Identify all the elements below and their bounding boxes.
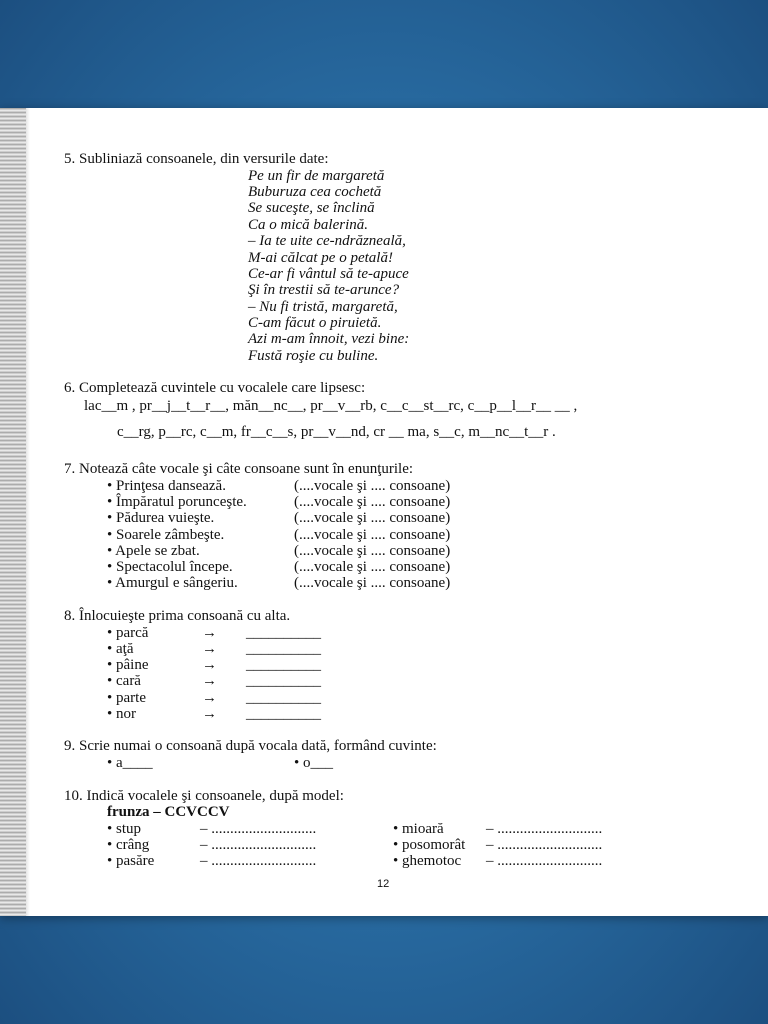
ex7-count-blank: (....vocale şi .... consoane) bbox=[294, 575, 451, 591]
ex8-answer-blank: __________ bbox=[246, 625, 321, 641]
poem-line: – Ia te uite ce-ndrăzneală, bbox=[248, 233, 406, 249]
arrow-icon: → bbox=[202, 690, 217, 706]
ex6-line-2: c__rg, p__rc, c__m, fr__c__s, pr__v__nd, cr __ ma, s__c, m__nc__t__r . bbox=[117, 424, 556, 440]
ex10-answer-blank: – ............................ bbox=[486, 837, 603, 853]
arrow-icon: → bbox=[202, 625, 217, 641]
ex10-word: • mioară bbox=[393, 821, 444, 837]
poem-line: Se suceşte, se înclină bbox=[248, 200, 375, 216]
ex8-answer-blank: __________ bbox=[246, 673, 321, 689]
ex10-answer-blank: – ............................ bbox=[486, 821, 603, 837]
ex7-count-blank: (....vocale şi .... consoane) bbox=[294, 510, 451, 526]
ex8-word: • pâine bbox=[107, 657, 149, 673]
ex7-sentence: • Împăratul porunceşte. bbox=[107, 494, 247, 510]
ex8-title: 8. Înlocuieşte prima consoană cu alta. bbox=[64, 608, 291, 624]
poem-line: Pe un fir de margaretă bbox=[248, 168, 385, 184]
worksheet-page bbox=[0, 108, 768, 916]
ex7-count-blank: (....vocale şi .... consoane) bbox=[294, 559, 451, 575]
ex10-word: • crâng bbox=[107, 837, 150, 853]
ex10-answer-blank: – ............................ bbox=[200, 853, 317, 869]
ex10-answer-blank: – ............................ bbox=[200, 821, 317, 837]
ex7-count-blank: (....vocale şi .... consoane) bbox=[294, 527, 451, 543]
ex7-sentence: • Amurgul e sângeriu. bbox=[107, 575, 238, 591]
ex7-sentence: • Apele se zbat. bbox=[107, 543, 200, 559]
ex7-count-blank: (....vocale şi .... consoane) bbox=[294, 543, 451, 559]
ex5-title: 5. Subliniază consoanele, din versurile date: bbox=[64, 151, 329, 167]
ex8-word: • parte bbox=[107, 690, 146, 706]
ex8-word: • nor bbox=[107, 706, 136, 722]
poem-line: C-am făcut o piruietă. bbox=[248, 315, 382, 331]
ex7-sentence: • Spectacolul începe. bbox=[107, 559, 233, 575]
ex8-answer-blank: __________ bbox=[246, 690, 321, 706]
ex10-title: 10. Indică vocalele şi consoanele, după model: bbox=[64, 788, 344, 804]
poem-line: Azi m-am înnoit, vezi bine: bbox=[248, 331, 410, 347]
ex7-title: 7. Notează câte vocale şi câte consoane sunt în enunţurile: bbox=[64, 461, 414, 477]
poem-line: Ce-ar fi vântul să te-apuce bbox=[248, 266, 409, 282]
arrow-icon: → bbox=[202, 673, 217, 689]
poem-line: – Nu fi tristă, margaretă, bbox=[248, 299, 398, 315]
poem-line: Ca o mică balerină. bbox=[248, 217, 368, 233]
ex8-word: • parcă bbox=[107, 625, 149, 641]
ex6-title: 6. Completează cuvintele cu vocalele care lipsesc: bbox=[64, 380, 366, 396]
ex10-model: frunza – CCVCCV bbox=[107, 804, 230, 820]
ex10-word: • posomorât bbox=[393, 837, 466, 853]
ex7-sentence: • Pădurea vuieşte. bbox=[107, 510, 215, 526]
arrow-icon: → bbox=[202, 641, 217, 657]
ex9-item: • a____ bbox=[107, 755, 153, 771]
poem-line: Şi în trestii să te-arunce? bbox=[248, 282, 400, 298]
ex10-answer-blank: – ............................ bbox=[486, 853, 603, 869]
ex9-title: 9. Scrie numai o consoană după vocala dată, formând cuvinte: bbox=[64, 738, 437, 754]
arrow-icon: → bbox=[202, 657, 217, 673]
poem-line: Fustă roşie cu buline. bbox=[248, 348, 379, 364]
arrow-icon: → bbox=[202, 706, 217, 722]
ex10-answer-blank: – ............................ bbox=[200, 837, 317, 853]
ex6-line-1: lac__m , pr__j__t__r__, măn__nc__, pr__v__rb, c__c__st__rc, c__p__l__r__ __ , bbox=[84, 398, 578, 414]
ex7-sentence: • Prinţesa dansează. bbox=[107, 478, 226, 494]
ex10-word: • ghemotoc bbox=[393, 853, 462, 869]
ex10-word: • stup bbox=[107, 821, 142, 837]
page-number: 12 bbox=[377, 878, 390, 890]
ex8-word: • aţă bbox=[107, 641, 134, 657]
ex7-count-blank: (....vocale şi .... consoane) bbox=[294, 478, 451, 494]
poem-line: M-ai călcat pe o petală! bbox=[248, 250, 393, 266]
ex8-answer-blank: __________ bbox=[246, 641, 321, 657]
poem-line: Buburuza cea cochetă bbox=[248, 184, 382, 200]
ex8-word: • cară bbox=[107, 673, 141, 689]
ex9-item: • o___ bbox=[294, 755, 334, 771]
ex10-word: • pasăre bbox=[107, 853, 155, 869]
binding-gutter bbox=[0, 108, 26, 916]
ex7-sentence: • Soarele zâmbeşte. bbox=[107, 527, 225, 543]
ex7-count-blank: (....vocale şi .... consoane) bbox=[294, 494, 451, 510]
ex8-answer-blank: __________ bbox=[246, 657, 321, 673]
ex8-answer-blank: __________ bbox=[246, 706, 321, 722]
